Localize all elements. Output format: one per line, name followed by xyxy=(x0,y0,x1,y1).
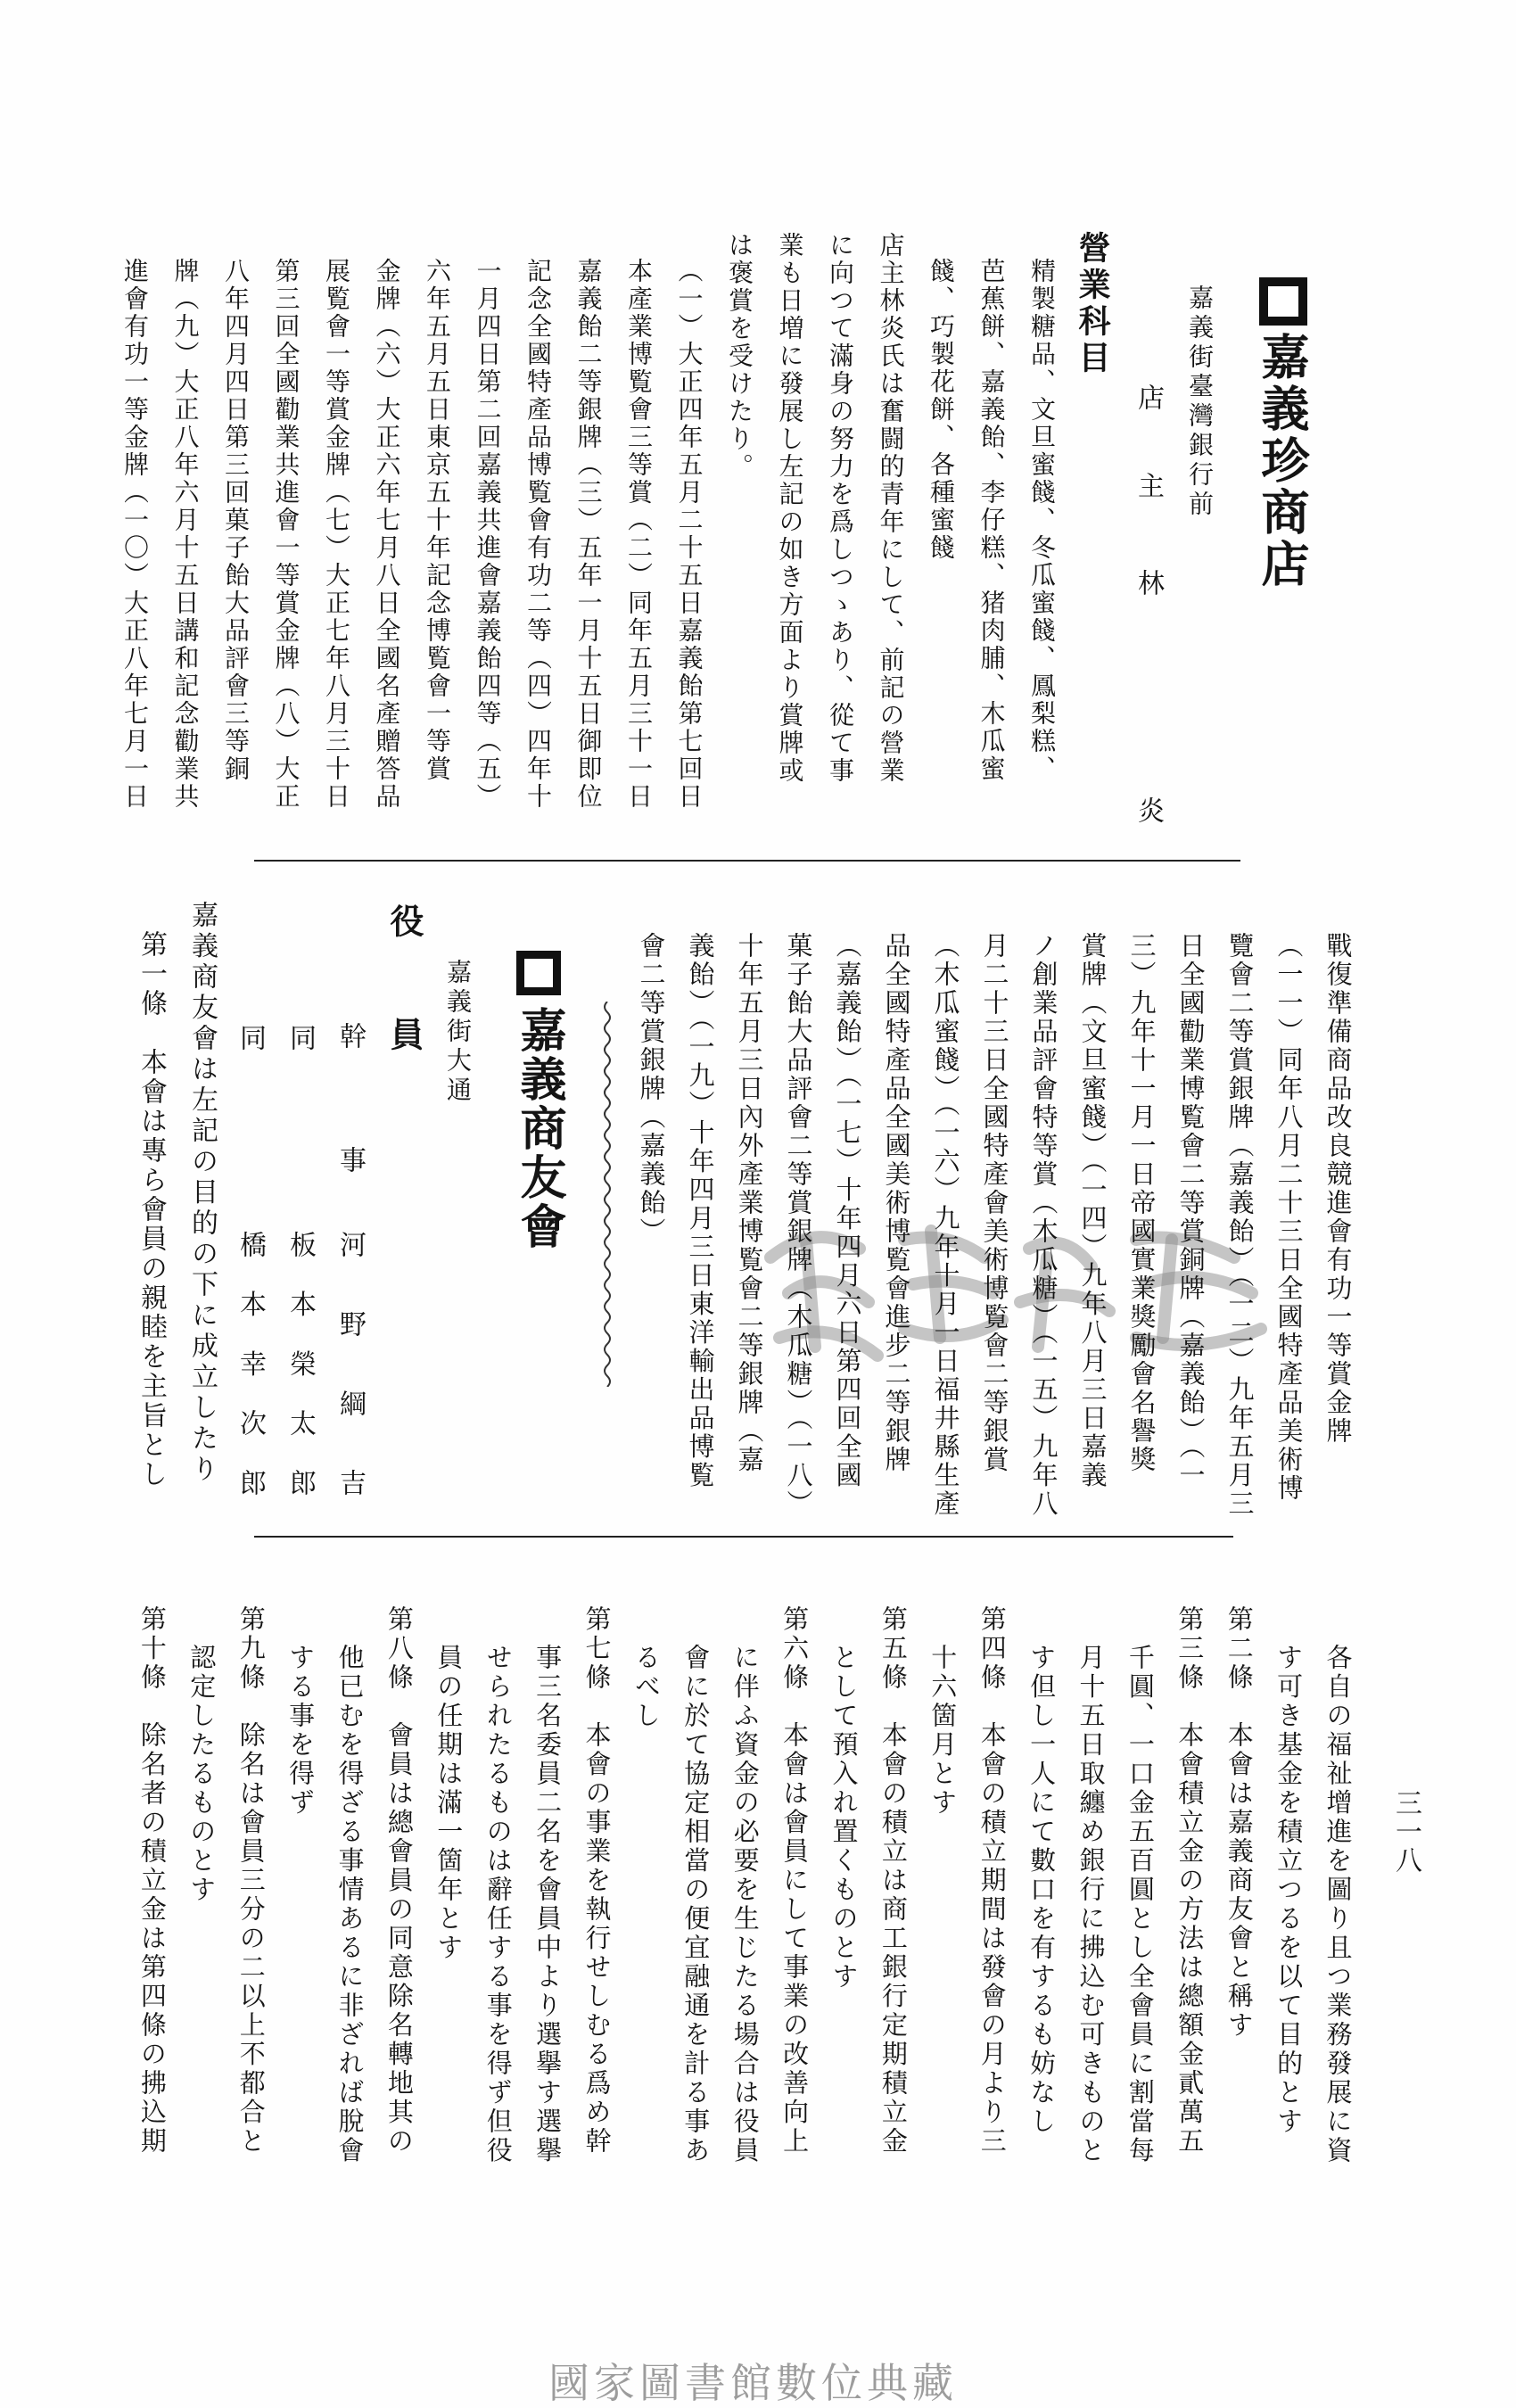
square-bullet-icon xyxy=(1259,277,1307,326)
text-column: 店主林炎氏は奮闘的青年にして、前記の營業 xyxy=(876,232,906,785)
article-line: 第十條 除名者の積立金は第四條の拂込期 xyxy=(136,1605,168,2156)
text-column: （一）大正四年五月二十五日嘉義飴第七回日 xyxy=(674,258,704,811)
business-heading: 營業科目 xyxy=(1074,231,1111,377)
wavy-line xyxy=(599,1002,615,1387)
text-column: 業も日増に發展し左記の如き方面より賞牌或 xyxy=(775,232,805,785)
text-column: 餞、巧製花餅、各種蜜餞 xyxy=(927,258,956,562)
officer-role: 同 xyxy=(235,1024,266,1051)
article-line: 他已むを得ざる事情あるに非ざれば脫會 xyxy=(334,1644,366,2165)
article-line: 第四條 本會の積立期間は發會の月より三 xyxy=(976,1605,1008,2156)
text-column: 本產業博覧會三等賞（二）同年五月三十一日 xyxy=(624,258,654,811)
article-line: せられたるものは辭任する事を得ず但役 xyxy=(482,1644,514,2165)
award-column: 月二十三日全國特產會美術博覧會二等銀賞 xyxy=(979,932,1010,1474)
award-column: 戰復準備商品改良競進會有功一等賞金牌 xyxy=(1322,932,1354,1446)
text-column: 八年四月四日第三回菓子飴大品評會三等銅 xyxy=(221,258,251,783)
award-column: 菓子飴大品評會二等賞銀牌（木瓜糖）（一八） xyxy=(783,932,814,1519)
article-line: 十六箇月とす xyxy=(927,1644,959,1818)
article-line: に伴ふ資金の必要を生じたる場合は役員 xyxy=(729,1644,761,2165)
award-column: 義飴）（一九）十年四月三日東洋輸出品博覧 xyxy=(685,932,716,1490)
text-column: に向つて滿身の努力を爲しつゝあり、從て事 xyxy=(826,232,855,785)
text-column: 嘉義飴二等銀牌（三）五年一月十五日御即位 xyxy=(573,258,604,811)
text-column: 展覧會一等賞金牌（七）大正七年八月三十日 xyxy=(322,258,351,811)
owner-label: 店主 xyxy=(1133,383,1164,503)
article-line: 會に於て協定相當の便宜融通を計る事あ xyxy=(680,1644,712,2165)
article-line: るべし xyxy=(630,1644,662,1731)
award-column: （一一）同年八月二十三日全國特產品美術博 xyxy=(1273,932,1305,1503)
text-column: は褒賞を受けたり。 xyxy=(725,232,754,481)
article-line: する事を得ず xyxy=(285,1644,317,1818)
text-column: 六年五月五日東京五十年記念博覧會一等賞 xyxy=(423,258,452,783)
text-column: 芭蕉餅、嘉義飴、李仔糕、猪肉脯、木瓜蜜 xyxy=(976,258,1007,783)
article-line: 各自の福祉增進を圖り且つ業務發展に資 xyxy=(1322,1644,1354,2165)
club-statement: 嘉義商友會は左記の目的の下に成立したり xyxy=(186,901,218,1486)
article-line: 第一條 本會は專ら會員の親睦を主旨とし xyxy=(136,930,167,1489)
award-column: 品全國特產品全國美術博覧會進步二等銀牌 xyxy=(881,932,912,1474)
text-column: 牌（九）大正八年六月十五日講和記念勸業共 xyxy=(170,258,201,811)
owner-name: 林炎 xyxy=(1133,569,1164,828)
square-bullet-icon xyxy=(516,951,561,995)
article-line: 第三條 本會積立金の方法は總額金貳萬五 xyxy=(1174,1605,1206,2156)
article-line: として預入れ置くものとす xyxy=(828,1644,860,1992)
text-column: 記念全國特產品博覧會有功二等（四）四年十 xyxy=(523,258,553,811)
award-column: 賞牌（文旦蜜餞）（一四）九年八月三日嘉義 xyxy=(1077,932,1108,1490)
library-footer: 國家圖書館數位典藏 xyxy=(548,2359,958,2407)
watermark-stroke xyxy=(1163,1240,1172,1338)
award-column: 十年五月三日內外產業博覧會二等銀牌（嘉 xyxy=(734,932,765,1474)
article-line: 第八條 會員は總會員の同意除名轉地其の xyxy=(383,1605,415,2156)
club-heading: 嘉義商友會 xyxy=(512,1006,566,1251)
shop-address: 嘉義街臺灣銀行前 xyxy=(1185,285,1215,520)
shop-heading: 嘉義珍商店 xyxy=(1254,332,1311,590)
article-line: 千圓、一口金五百圓とし全會員に割當每 xyxy=(1125,1644,1156,2165)
page-number: 三一八 xyxy=(1390,1789,1421,1875)
article-line: 員の任期は滿一箇年とす xyxy=(433,1644,465,1963)
text-column: 第三回全國勸業共進會一等賞金牌（八）大正 xyxy=(271,258,301,811)
officer-name: 橋本幸次郎 xyxy=(235,1231,266,1498)
article-line: 第七條 本會の事業を執行せしむる爲め幹 xyxy=(581,1605,613,2156)
section-divider xyxy=(254,860,1240,862)
article-line: 事三名委員二名を會員中より選擧す選擧 xyxy=(532,1644,564,2165)
article-line: 第五條 本會の積立は商工銀行定期積立金 xyxy=(877,1605,909,2156)
award-column: （嘉義飴）（一七）十年四月六日第四回全國 xyxy=(832,932,863,1490)
award-column: （木瓜蜜餞）（一六）九年十月一日福井縣生產 xyxy=(930,932,961,1519)
officers-heading: 役員 xyxy=(384,903,424,1055)
article-line: す可き基金を積立つるを以て目的とす xyxy=(1273,1644,1305,2137)
article-line: 月十五日取纏め銀行に拂込む可きものと xyxy=(1075,1644,1107,2165)
article-line: 第二條 本會は嘉義商友會と稱す xyxy=(1224,1605,1255,2041)
officer-name: 河野綱吉 xyxy=(334,1231,366,1498)
text-column: 進會有功一等金牌（一〇）大正八年七月一日 xyxy=(120,258,150,811)
award-column: 三）九年十一月一日帝國實業獎勵會名譽獎 xyxy=(1126,932,1158,1474)
officer-role: 同 xyxy=(284,1024,316,1051)
text-column: 精製糖品、文旦蜜餞、冬瓜蜜餞、鳳梨糕、 xyxy=(1027,258,1057,783)
club-address: 嘉義街大通 xyxy=(443,959,473,1106)
article-line: 第六條 本會は會員にして事業の改善向上 xyxy=(779,1605,811,2156)
article-line: 認定したるものとす xyxy=(186,1644,218,1905)
article-line: 第九條 除名は會員三分の二以上不都合と xyxy=(235,1605,267,2156)
officer-name: 板本榮太郎 xyxy=(284,1231,316,1498)
award-column: 覽會二等賞銀牌（嘉義飴）（一二）九年五月三 xyxy=(1224,932,1256,1519)
award-column: ノ創業品評會特等賞（木瓜糖）（一五）九年八 xyxy=(1028,932,1059,1519)
section-divider xyxy=(254,1536,1233,1538)
award-column: 日全國勸業博覧會二等賞銅牌（嘉義飴）（一 xyxy=(1175,932,1207,1490)
text-column: 金牌（六）大正六年七月八日全國名產贈答品 xyxy=(372,258,402,811)
article-line: す但し一人にて數口を有するも妨なし xyxy=(1026,1644,1058,2137)
officer-role: 幹事 xyxy=(334,1022,366,1175)
text-column: 一月四日第二回嘉義共進會嘉義飴四等（五） xyxy=(473,258,503,811)
award-column: 會二等賞銀牌（嘉義飴） xyxy=(636,932,667,1246)
